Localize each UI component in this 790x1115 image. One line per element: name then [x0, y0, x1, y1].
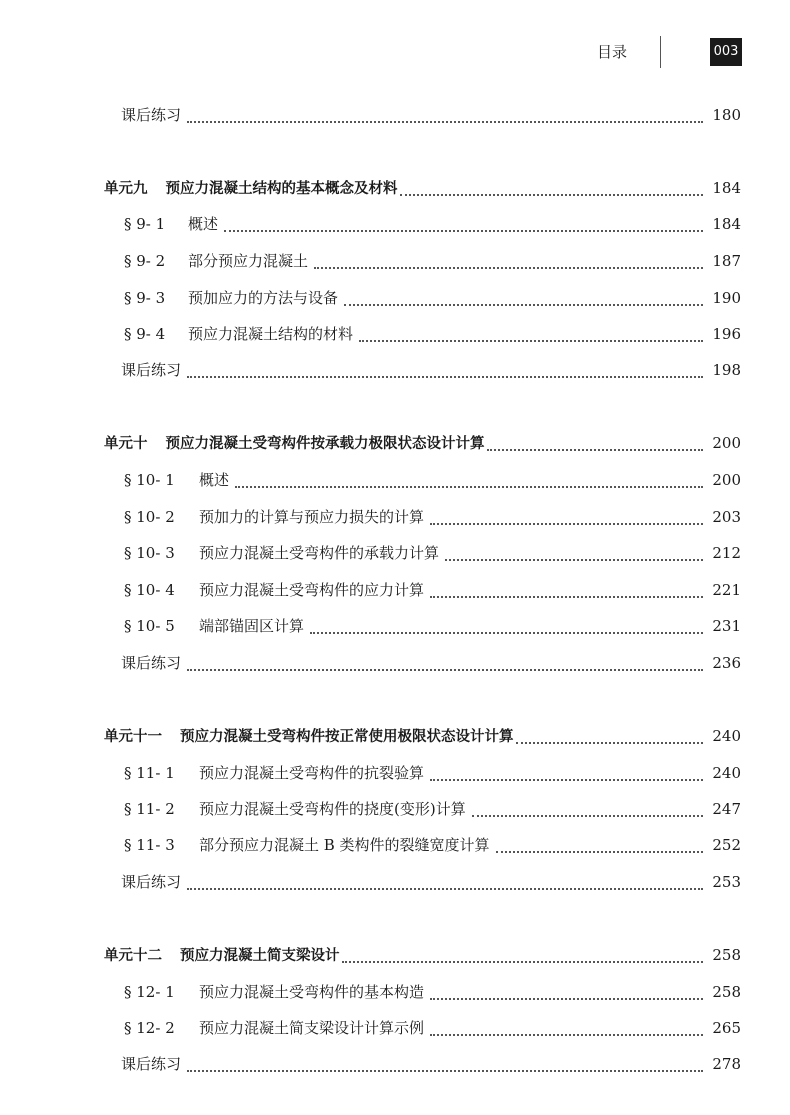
toc-entry-page: 252: [712, 836, 741, 854]
toc-section-row: [124, 250, 741, 272]
toc-section-row: [124, 542, 741, 564]
toc-exercise-row: [121, 359, 741, 381]
toc-entry-number: § 9- 1: [124, 215, 166, 233]
toc-entry-title: 概述: [188, 215, 219, 233]
toc-entry-title: 部分预应力混凝土 B 类构件的裂缝宽度计算: [199, 836, 490, 854]
toc-entry-number: § 11- 1: [124, 764, 175, 782]
toc-entry-page: 247: [712, 800, 741, 818]
toc-entry-title: 预应力混凝土结构的基本概念及材料: [165, 181, 398, 197]
toc-entry-page: 258: [712, 983, 741, 1001]
toc-entry-title: 预应力混凝土结构的材料: [188, 325, 354, 343]
toc-unit-row: [104, 944, 741, 966]
dot-leader: [472, 805, 703, 817]
toc-section-row: [124, 323, 741, 345]
dot-leader: [430, 988, 703, 1000]
toc-section-row: [124, 469, 741, 491]
toc-section-row: [124, 615, 741, 637]
toc-entry-number: § 10- 5: [124, 617, 175, 635]
toc-entry-page: 184: [712, 179, 741, 197]
toc-entry-number: § 11- 2: [124, 800, 175, 818]
toc-entry-number: § 9- 2: [124, 252, 166, 270]
toc-entry-number: 单元九: [104, 181, 148, 197]
toc-entry-page: 236: [712, 654, 741, 672]
toc-entry-page: 203: [712, 508, 741, 526]
toc-section-row: [124, 213, 741, 235]
toc-entry-page: 200: [712, 471, 741, 489]
toc-entry-number: § 10- 1: [124, 471, 175, 489]
dot-leader: [310, 622, 703, 634]
toc-entry-title: 预加力的计算与预应力损失的计算: [199, 508, 425, 526]
running-header: [0, 36, 790, 70]
toc-section-row: [124, 981, 741, 1003]
toc-entry-number: 单元十一: [104, 729, 162, 745]
toc-section-row: [124, 834, 741, 856]
toc-section-row: [124, 506, 741, 528]
toc-entry-title: 预应力混凝土简支梁设计计算示例: [199, 1019, 425, 1037]
header-page-number: 003: [710, 38, 742, 66]
toc-entry-number: 单元十: [104, 436, 148, 452]
toc-entry-page: 190: [712, 289, 741, 307]
toc-entry-number: § 10- 3: [124, 544, 175, 562]
toc-section-row: [124, 798, 741, 820]
toc-entry-title: 预应力混凝土简支梁设计: [180, 948, 340, 964]
toc-entry-number: § 10- 4: [124, 581, 175, 599]
header-label: 目录: [597, 43, 628, 61]
toc-entry-page: 200: [712, 434, 741, 452]
dot-leader: [224, 220, 703, 232]
dot-leader: [496, 841, 703, 853]
toc-exercise-row: [121, 1053, 741, 1075]
toc-entry-number: § 12- 2: [124, 1019, 175, 1037]
toc-entry-page: 231: [712, 617, 741, 635]
toc-section-row: [124, 287, 741, 309]
dot-leader: [314, 257, 703, 269]
toc-entry-number: § 9- 4: [124, 325, 166, 343]
dot-leader: [342, 951, 704, 963]
dot-leader: [187, 1060, 703, 1072]
toc-entry-title: 端部锚固区计算: [199, 617, 305, 635]
toc-entry-page: 253: [712, 873, 741, 891]
toc-exercise-row: [121, 871, 741, 893]
toc-unit-row: [104, 177, 741, 199]
toc-entry-number: § 9- 3: [124, 289, 166, 307]
dot-leader: [187, 878, 703, 890]
toc-entry-page: 258: [712, 946, 741, 964]
dot-leader: [187, 659, 703, 671]
toc-entry-title: 预应力混凝土受弯构件按承载力极限状态设计计算: [165, 436, 485, 452]
header-divider: [660, 36, 661, 68]
toc-section-row: [124, 1017, 741, 1039]
toc-entry-title: 预应力混凝土受弯构件的抗裂验算: [199, 764, 425, 782]
toc-exercise-row: [121, 652, 741, 674]
dot-leader: [445, 549, 703, 561]
toc-entry-page: 180: [712, 106, 741, 124]
dot-leader: [187, 366, 703, 378]
toc-unit-row: [104, 432, 741, 454]
dot-leader: [430, 586, 703, 598]
toc-entry-number: § 12- 1: [124, 983, 175, 1001]
dot-leader: [430, 1024, 703, 1036]
dot-leader: [344, 294, 703, 306]
toc-entry-title: 概述: [199, 471, 230, 489]
toc-entry-title: 预应力混凝土受弯构件的挠度(变形)计算: [199, 800, 466, 818]
toc-entry-title: 课后练习: [121, 106, 182, 124]
toc-entry-title: 课后练习: [121, 654, 182, 672]
dot-leader: [187, 111, 703, 123]
toc-entry-number: § 10- 2: [124, 508, 175, 526]
toc-entry-title: 课后练习: [121, 1055, 182, 1073]
toc-entry-page: 196: [712, 325, 741, 343]
toc-entry-number: 单元十二: [104, 948, 162, 964]
toc-entry-page: 187: [712, 252, 741, 270]
toc-entry-title: 课后练习: [121, 873, 182, 891]
toc-entry-page: 240: [712, 727, 741, 745]
dot-leader: [516, 732, 704, 744]
toc-entry-title: 预加应力的方法与设备: [188, 289, 339, 307]
toc-entry-title: 预应力混凝土受弯构件的应力计算: [199, 581, 425, 599]
toc-entry-page: 198: [712, 361, 741, 379]
dot-leader: [359, 330, 703, 342]
toc-section-row: [124, 762, 741, 784]
toc-entry-page: 278: [712, 1055, 741, 1073]
toc-section-row: [124, 579, 741, 601]
dot-leader: [487, 439, 704, 451]
toc-entry-page: 184: [712, 215, 741, 233]
toc-entry-title: 部分预应力混凝土: [188, 252, 309, 270]
toc-entry-title: 预应力混凝土受弯构件按正常使用极限状态设计计算: [180, 729, 514, 745]
dot-leader: [430, 769, 703, 781]
dot-leader: [430, 513, 703, 525]
toc-entry-title: 预应力混凝土受弯构件的承载力计算: [199, 544, 440, 562]
toc-entry-title: 预应力混凝土受弯构件的基本构造: [199, 983, 425, 1001]
dot-leader: [235, 476, 703, 488]
toc-exercise-row: [121, 104, 741, 126]
toc-entry-page: 221: [712, 581, 741, 599]
toc-unit-row: [104, 725, 741, 747]
toc-entry-number: § 11- 3: [124, 836, 175, 854]
toc-entry-title: 课后练习: [121, 361, 182, 379]
toc-entry-page: 240: [712, 764, 741, 782]
toc-entry-page: 212: [712, 544, 741, 562]
toc-entry-page: 265: [712, 1019, 741, 1037]
dot-leader: [400, 184, 704, 196]
